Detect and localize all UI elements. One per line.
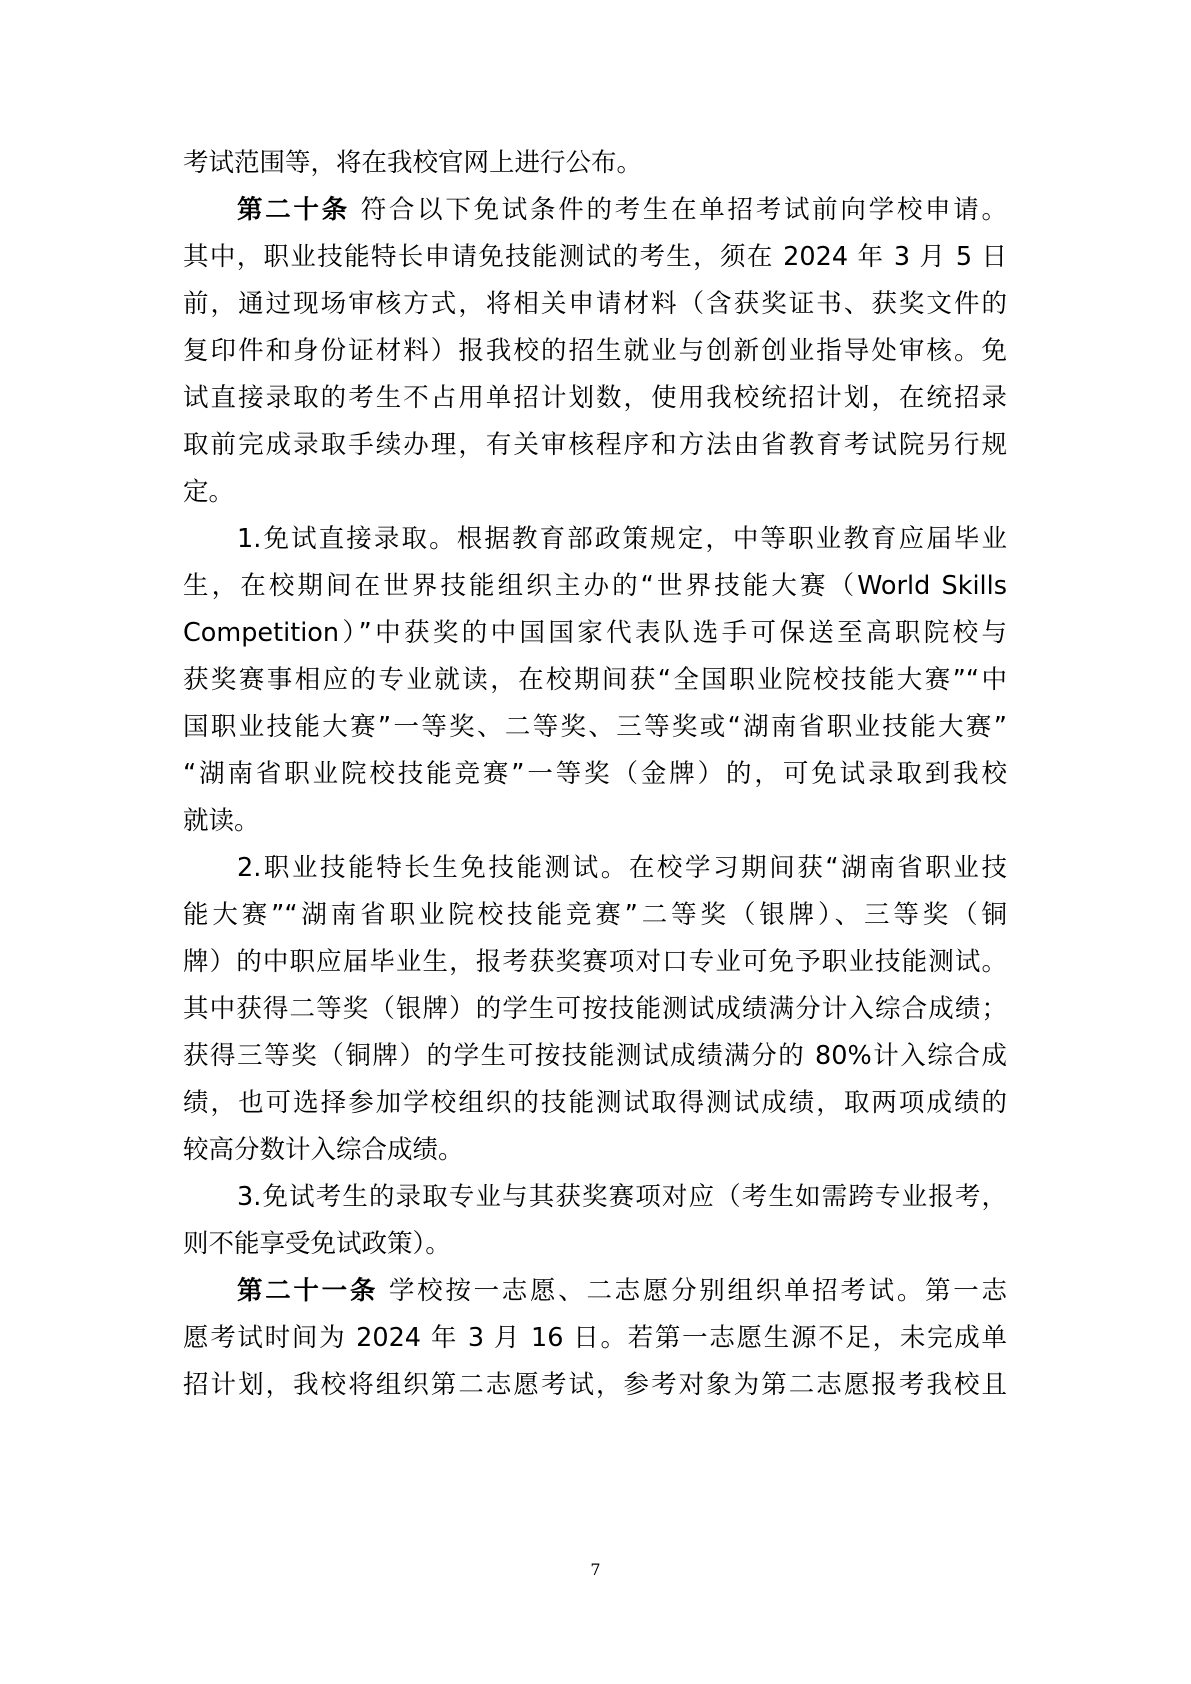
text-line: 生，在校期间在世界技能组织主办的“世界技能大赛（World Skills	[183, 571, 1007, 601]
page-number: 7	[590, 1560, 601, 1579]
article-21-paragraph-start	[237, 1264, 1007, 1318]
text-line: 就读。	[183, 806, 260, 836]
text-line: 获得三等奖（铜牌）的学生可按技能测试成绩满分的 80%计入综合成	[183, 1041, 1007, 1071]
text-line: 较高分数计入综合成绩。	[183, 1135, 464, 1165]
article-21-heading: 第二十一条	[237, 1276, 379, 1306]
text-line: 绩，也可选择参加学校组织的技能测试取得测试成绩，取两项成绩的	[183, 1088, 1007, 1118]
text-line: “湖南省职业院校技能竞赛”一等奖（金牌）的，可免试录取到我校	[183, 759, 1007, 789]
text-line: 则不能享受免试政策）。	[183, 1229, 451, 1259]
text-line: 考试范围等，将在我校官网上进行公布。	[183, 148, 643, 178]
text-line: 定。	[183, 477, 235, 507]
item-3-start: 3.免试考生的录取专业与其获奖赛项对应（考生如需跨专业报考，	[237, 1182, 1007, 1212]
text-line: 国职业技能大赛”一等奖、二等奖、三等奖或“湖南省职业技能大赛”	[183, 712, 1007, 742]
article-20-heading: 第二十条	[237, 195, 350, 225]
text-segment: 符合以下免试条件的考生在单招考试前向学校申请。	[360, 195, 1007, 225]
article-20-paragraph-start	[237, 183, 1007, 237]
text-line: 取前完成录取手续办理，有关审核程序和方法由省教育考试院另行规	[183, 430, 1007, 460]
text-line: 其中，职业技能特长申请免技能测试的考生，须在 2024 年 3 月 5 日	[183, 242, 1007, 272]
text-line: 愿考试时间为 2024 年 3 月 16 日。若第一志愿生源不足，未完成单	[183, 1323, 1007, 1353]
item-2-start: 2.职业技能特长生免技能测试。在校学习期间获“湖南省职业技	[237, 853, 1007, 883]
item-1-start: 1.免试直接录取。根据教育部政策规定，中等职业教育应届毕业	[237, 524, 1007, 554]
text-segment: 学校按一志愿、二志愿分别组织单招考试。第一志	[388, 1276, 1007, 1306]
text-line: 获奖赛事相应的专业就读，在校期间获“全国职业院校技能大赛”“中	[183, 665, 1007, 695]
text-line: 前，通过现场审核方式，将相关申请材料（含获奖证书、获奖文件的	[183, 289, 1007, 319]
text-line: 牌）的中职应届毕业生，报考获奖赛项对口专业可免予职业技能测试。	[183, 947, 1007, 977]
text-line: Competition）”中获奖的中国国家代表队选手可保送至高职院校与	[183, 618, 1007, 648]
text-line: 能大赛”“湖南省职业院校技能竞赛”二等奖（银牌）、三等奖（铜	[183, 900, 1007, 930]
text-line: 招计划，我校将组织第二志愿考试，参考对象为第二志愿报考我校且	[183, 1370, 1007, 1400]
text-line: 其中获得二等奖（银牌）的学生可按技能测试成绩满分计入综合成绩；	[183, 994, 1007, 1024]
text-line: 试直接录取的考生不占用单招计划数，使用我校统招计划，在统招录	[183, 383, 1007, 413]
text-line: 复印件和身份证材料）报我校的招生就业与创新创业指导处审核。免	[183, 336, 1007, 366]
